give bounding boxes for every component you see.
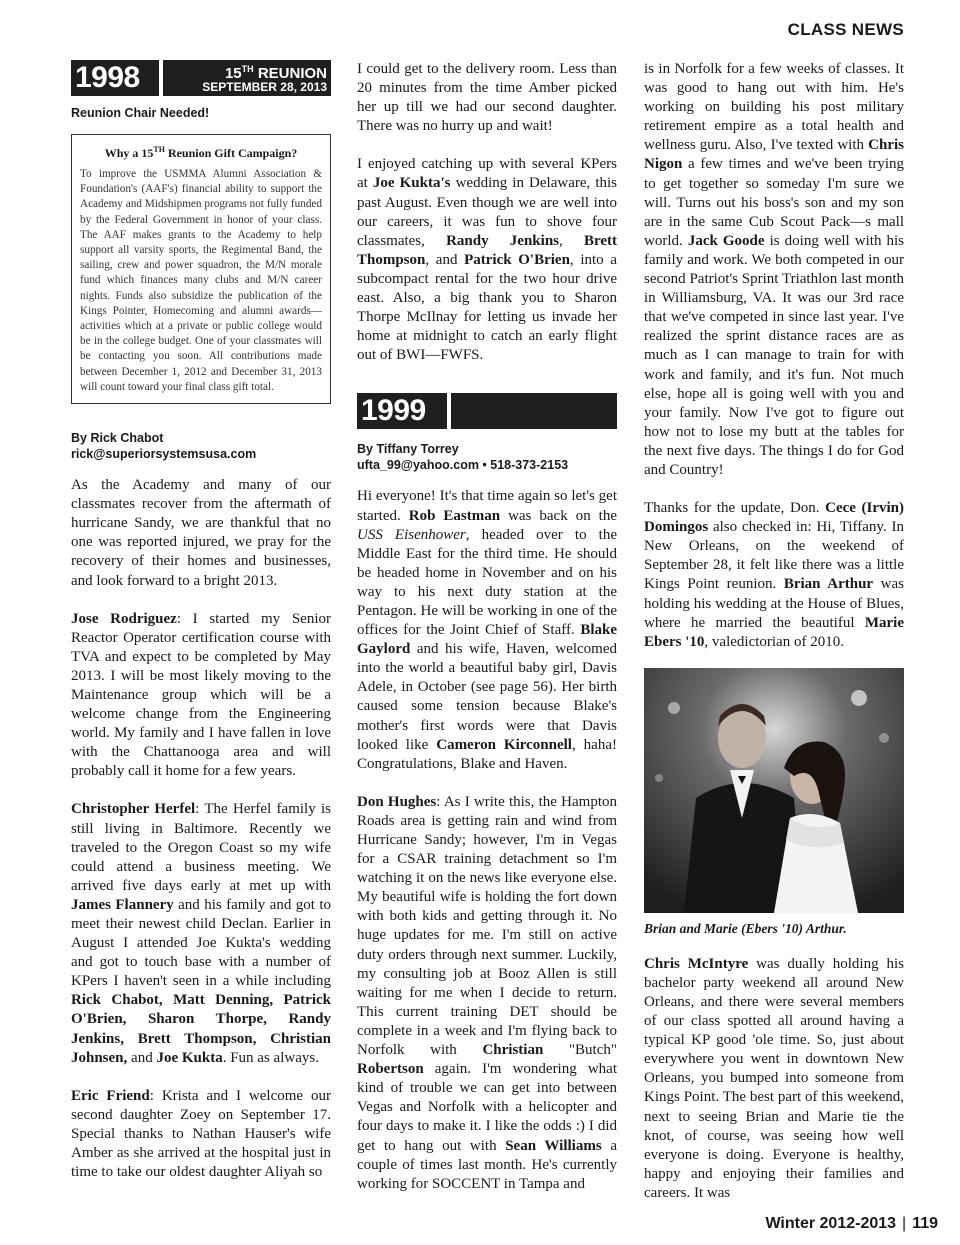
column-1 [71, 60, 331, 1182]
byline-1998 [71, 430, 331, 462]
gift-campaign-box [71, 134, 331, 404]
article-paragraph: I could get to the delivery room. Less than 20 minutes from the time Amber picked her up till we had our second daughter. There was no hurry up and wait! [357, 61, 617, 135]
wedding-photo [644, 668, 904, 913]
article-paragraph: Eric Friend: Krista and I welcome our second daughter Zoey on September 17. Special thanks to Nathan Hauser's wife Amber as she arrived at the hospital just in time to take our oldest daughter Aliyah so [71, 1087, 331, 1181]
reunion-banner [163, 60, 331, 96]
article-paragraph: Don Hughes: As I write this, the Hampton Roads area is getting rain and wind from Hurricane Sandy; however, I'm in Vegas for a CSAR training detachment so I'm watching it on the news like everyone else. My beautiful wife is holding the fort down with both kids and getting through it. No huge updates for me. I'm still on active duty orders through next summer. Luckily, my consulting job at Booz Allen is still waiting for me when I decide to return. This current training DET should be complete in a week and I'm flying back to Norfolk with Christian "Butch" Robertson again. I'm wondering what kind of trouble we can get into between Vegas and Norfolk with a helicopter and four days to make it. I like the odds :) I did get to hang out with Sean Williams a couple of times last month. He's currently working for SOCCENT in Tampa and [357, 793, 617, 1192]
footer-separator: | [902, 1215, 907, 1232]
wedding-photo-image [644, 668, 904, 913]
reunion-date: SEPTEMBER 28, 2013 [202, 80, 327, 94]
column-2 [357, 60, 617, 1194]
article-paragraph: Thanks for the update, Don. Cece (Irvin) Domingos also checked in: Hi, Tiffany. In New Orleans, on the weekend of September 28, it felt like there was a little Kings Point reunion. Brian Arthur was holding his wedding at the House of Blues, where he married the beautiful Marie Ebers '10, valedictorian of 2010. [644, 500, 904, 650]
gift-campaign-title: Why a 15TH Reunion Gift Campaign? [104, 145, 298, 160]
byline-1999 [357, 441, 617, 473]
photo-caption: Brian and Marie (Ebers '10) Arthur. [644, 920, 847, 936]
column-3 [644, 60, 904, 1203]
article-paragraph: As the Academy and many of our classmates recover from the aftermath of hurricane Sandy, we are thankful that no one was reported injured, we pray for the recovery of their homes and businesses, and look forward to a bright 2013. [71, 477, 331, 589]
section-title: CLASS NEWS [787, 20, 904, 39]
reunion-chair-notice: Reunion Chair Needed! [71, 106, 210, 120]
class-year-1998: 1998 [71, 60, 159, 96]
byline-contact[interactable]: ufta_99@yahoo.com • 518-373-2153 [357, 458, 569, 473]
class-1999-header [357, 393, 617, 429]
byline-author: By Tiffany Torrey [357, 442, 459, 457]
class-1998-header [71, 60, 331, 96]
article-paragraph: Hi everyone! It's that time again so let's get started. Rob Eastman was back on the USS Eisenhower, headed over to the Middle East for the third time. He should be headed home in November and on his way to his next duty station at the Pentagon. He will be working in one of the offices for the Joint Chief of Staff. Blake Gaylord and his wife, Haven, welcomed into the world a beautiful baby girl, Davis Adele, in October (see page 56). Her birth caused some tension because Blake's mother's first words were that Davis looked like Cameron Kirconnell, haha! Congratulations, Blake and Haven. [357, 488, 618, 772]
class-year-1999: 1999 [357, 393, 447, 429]
article-paragraph: is in Norfolk for a few weeks of classes. It was good to hang out with him. He's working on building his post military retirement empire as a total health and wellness guru. Also, I've texted with Chris Nigon a few times and we've been trying to get together so someday I'm sure we will. Turns out his boss's son and my son are in the same Cub Scout Pack—s mall world. Jack Goode is doing well with his family and work. We both competed in our second Patriot's Sprint Triathlon last month in Williamsburg, VA. It was our 3rd race that we've competed in since last year. I've realized the sprint distance races are as much as I can manage to train for with work and family, and it's fun. Not much else, hope all is going well with you and your family. Now I've got to figure out how not to lose my butt at the tables for the next five days. The things I do for God and Country! [644, 61, 905, 478]
byline-email[interactable]: rick@superiorsystemsusa.com [71, 447, 257, 462]
issue-label: Winter 2012-2013 [765, 1215, 897, 1232]
article-paragraph: Jose Rodriguez: I started my Senior Reactor Operator certification course with TVA and expect to be completed by May 2013. I will be most likely moving to the Maintenance group which will be a welcome change from the Engineering world. My family and I have fallen in love with the Chattanooga area and will probably call it home for a few years. [71, 610, 331, 780]
gift-campaign-text: To improve the USMMA Alumni Association & Foundation's (AAF's) financial ability to support the Academy and Midshipmen programs not fully funded by the Federal Government in honor of your class. The AAF makes grants to the Academy to help support all varsity sports, the Regimental Band, the sailing, crew and power squadron, the M/N morale fund which finances many clubs and M/N career nights. Funds also subsidize the publication of the Kings Pointer, Homecoming and alumni awards—activities which at a private or public college would be in the college budget. One of your classmates will be contacting you soon. All contributions made between December 1, 2012 and December 31, 2013 will count toward your final class gift total. [80, 168, 322, 393]
byline-author: By Rick Chabot [71, 431, 164, 446]
article-paragraph: Chris McIntyre was dually holding his bachelor party weekend all around New Orleans, and there were several members of our class spotted all around having a typical KP good 'ole time. So, just about everywhere you went in downtown New Orleans, you bumped into someone from Kings Point. The best part of this weekend, next to seeing Brian and Marie tie the knot, of course, was seeing how well everyone is doing. Everyone is healthy, happy and enjoying their families and careers. It was [644, 955, 904, 1201]
page-number: 119 [912, 1215, 938, 1232]
reunion-title: 15TH REUNION [224, 64, 327, 82]
article-paragraph: Christopher Herfel: The Herfel family is still living in Baltimore. Recently we traveled to the Oregon Coast so my wife could attend a business meeting. We arrived five days early at met up with James Flannery and his family and got to meet their newest child Declan. Earlier in August I attended Joe Kukta's wedding and got to touch base with a number of KPers I haven't seen in a while including Rick Chabot, Matt Denning, Patrick O'Brien, Sharon Thorpe, Randy Jenkins, Brett Thompson, Christian Johnsen, and Joe Kukta. Fun as always. [71, 801, 331, 1066]
page-footer [765, 1215, 938, 1233]
article-paragraph: I enjoyed catching up with several KPers at Joe Kukta's wedding in Delaware, this past August. Even though we are well into our careers, it was fun to shove four classmates, Randy Jenkins, Brett Thompson, and Patrick O'Brien, into a subcompact rental for the two hour drive east. Also, a big thank you to Sharon Thorpe McIlnay for letting us invade her home at midnight to catch an early flight out of BWI—FWFS. [357, 156, 617, 364]
class-1999-banner [451, 393, 617, 429]
